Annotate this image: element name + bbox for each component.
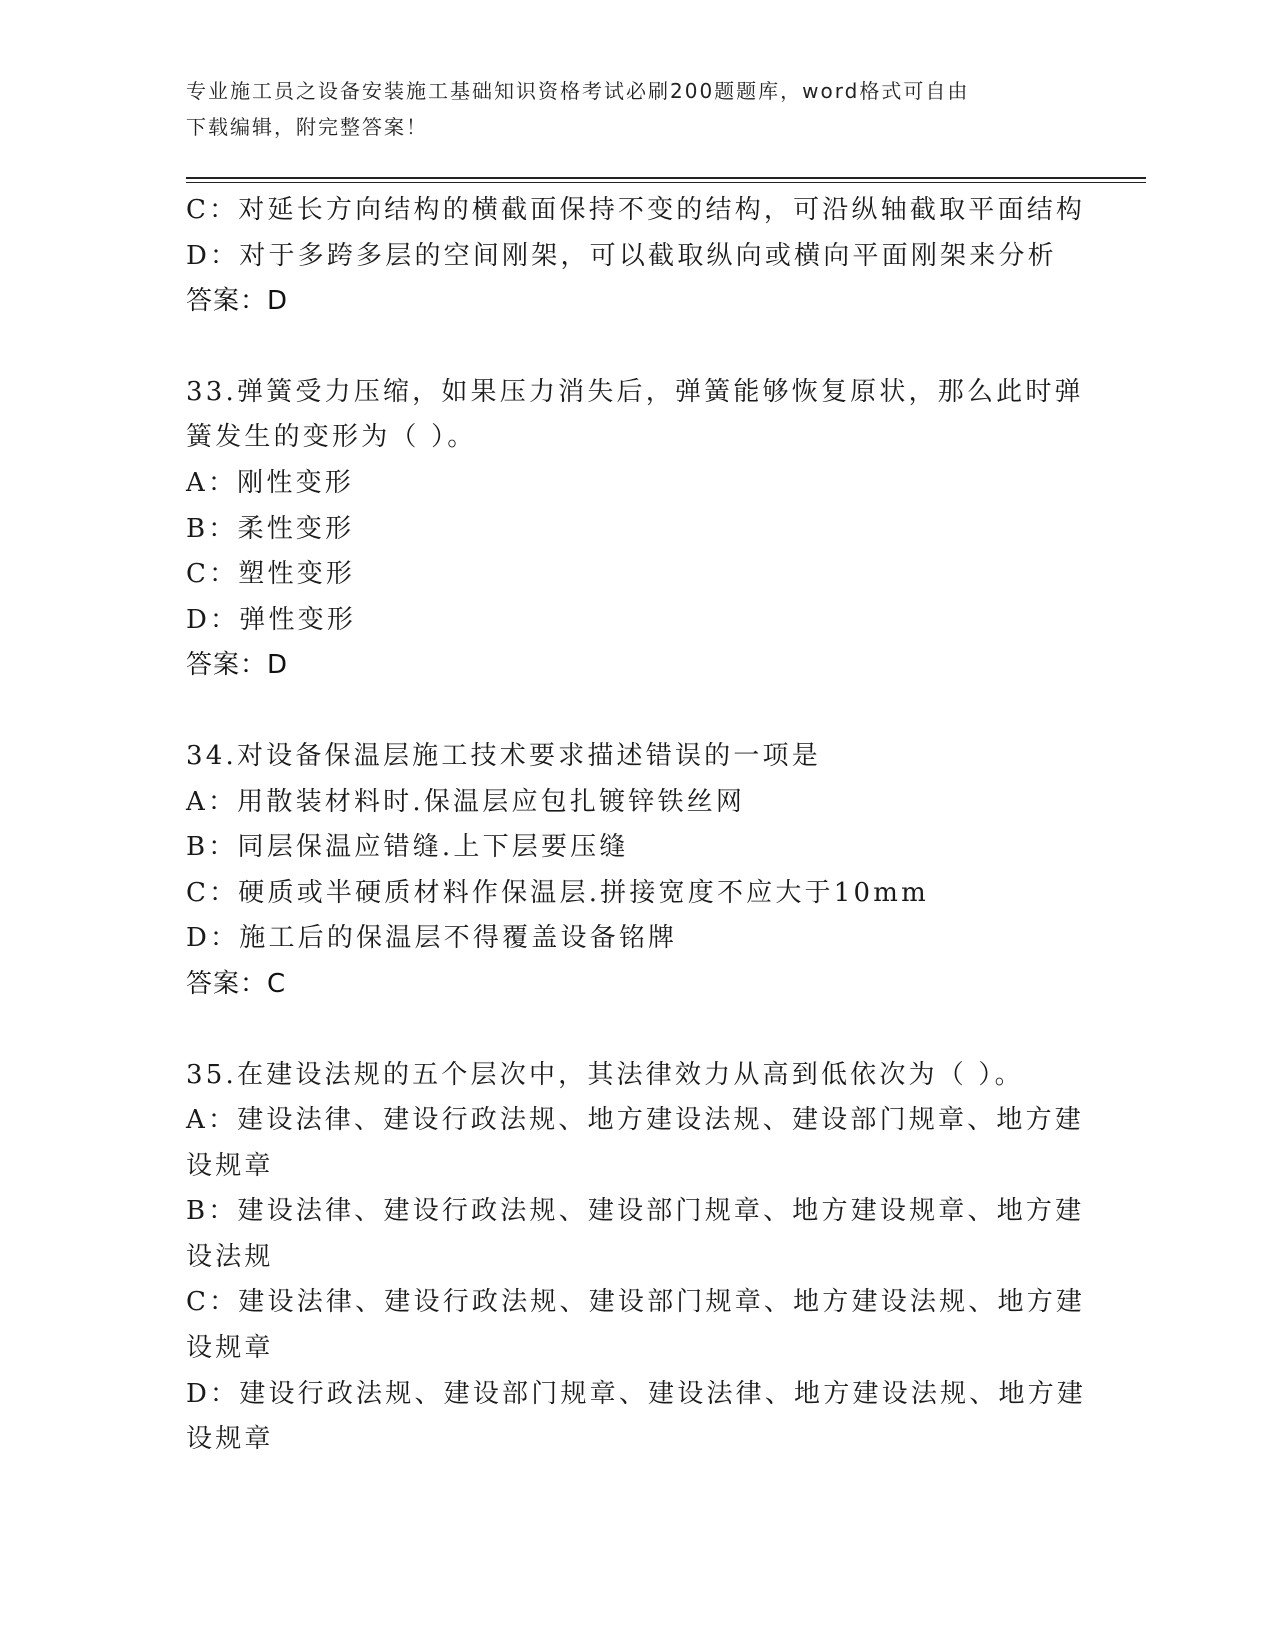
answer-label: 答案：C [186,968,287,999]
option-c: C：硬质或半硬质材料作保温层.拼接宽度不应大于10mm [186,877,929,908]
answer-label: 答案：D [186,650,289,681]
option-c-line-2: 设规章 [186,1333,274,1364]
header-line-2: 下载编辑，附完整答案！ [186,115,428,139]
option-d-line-1: D：建设行政法规、建设部门规章、建设法律、地方建设法规、地方建 [186,1378,1087,1409]
question-33 [186,370,1086,689]
option-b: B：柔性变形 [186,513,355,544]
question-35 [186,1053,1086,1463]
question-32-continued [186,188,1086,325]
option-d: D：对于多跨多层的空间刚架，可以截取纵向或横向平面刚架来分析 [186,240,1057,271]
question-list [186,188,1086,1463]
header-divider-thick [186,177,1146,179]
spacer [186,1008,1086,1053]
header-line-1: 专业施工员之设备安装施工基础知识资格考试必刷200题题库，word格式可自由 [186,79,970,103]
option-b-line-1: B：建设法律、建设行政法规、建设部门规章、地方建设规章、地方建 [186,1196,1085,1227]
option-a: A：刚性变形 [186,467,354,498]
option-a: A：用散装材料时.保温层应包扎镀锌铁丝网 [186,786,746,817]
option-d: D：施工后的保温层不得覆盖设备铭牌 [186,923,678,954]
option-c: C：对延长方向结构的横截面保持不变的结构，可沿纵轴截取平面结构 [186,195,1086,225]
header-divider-thin [186,182,1146,183]
option-d: D：弹性变形 [186,604,357,635]
question-34 [186,734,1086,1008]
answer-label: 答案：D [186,286,289,317]
document-header [186,73,1066,145]
option-d-line-2: 设规章 [186,1424,274,1455]
question-text: 35.在建设法规的五个层次中，其法律效力从高到低依次为（ ）。 [186,1059,1024,1090]
option-b: B：同层保温应错缝.上下层要压缝 [186,832,629,863]
option-b-line-2: 设法规 [186,1241,274,1272]
spacer [186,689,1086,734]
question-text: 34.对设备保温层施工技术要求描述错误的一项是 [186,740,821,771]
question-text-line-2: 簧发生的变形为（ ）。 [186,422,477,453]
option-c-line-1: C：建设法律、建设行政法规、建设部门规章、地方建设法规、地方建 [186,1287,1086,1318]
option-c: C：塑性变形 [186,559,356,590]
spacer [186,325,1086,370]
option-a-line-2: 设规章 [186,1150,274,1181]
option-a-line-1: A：建设法律、建设行政法规、地方建设法规、建设部门规章、地方建 [186,1105,1084,1136]
question-text-line-1: 33.弹簧受力压缩，如果压力消失后，弹簧能够恢复原状，那么此时弹 [186,376,1084,407]
